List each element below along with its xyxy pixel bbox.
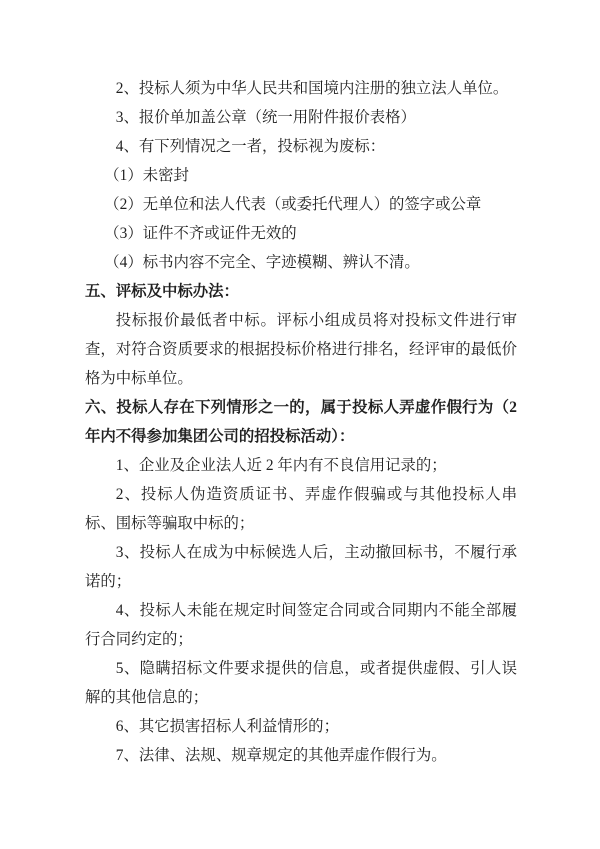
- notice-item-3: 3、报价单加盖公章（统一用附件报价表格）: [115, 109, 416, 126]
- invalid-bid-condition-3: （3）证件不齐或证件无效的: [104, 225, 297, 242]
- section-5-body: 投标报价最低者中标。评标小组成员将对投标文件进行审查，对符合资质要求的根据投标价格进行排名，经评审的最低价格为中标单位。: [85, 312, 517, 387]
- invalid-bid-condition-2: （2）无单位和法人代表（或委托代理人）的签字或公章: [104, 196, 482, 213]
- fraud-item-6: 6、其它损害招标人利益情形的；: [115, 718, 339, 735]
- notice-item-4: 4、有下列情况之一者，投标视为废标：: [115, 138, 386, 155]
- fraud-item-7: 7、法律、法规、规章规定的其他弄虚作假行为。: [115, 747, 447, 764]
- section-6-heading: 六、投标人存在下列情形之一的，属于投标人弄虚作假行为（2年内不得参加集团公司的招投标活动）：: [85, 399, 517, 445]
- fraud-item-3: 3、投标人在成为中标候选人后，主动撤回标书，不履行承诺的；: [85, 544, 517, 590]
- fraud-item-5: 5、隐瞒招标文件要求提供的信息，或者提供虚假、引人误解的其他信息的；: [85, 660, 517, 706]
- section-5-heading: 五、评标及中标办法：: [85, 283, 239, 300]
- fraud-item-2: 2、投标人伪造资质证书、弄虚作假骗或与其他投标人串标、围标等骗取中标的；: [85, 486, 517, 532]
- fraud-item-4: 4、投标人未能在规定时间签定合同或合同期内不能全部履行合同约定的；: [85, 602, 517, 648]
- invalid-bid-condition-1: （1）未密封: [104, 167, 189, 184]
- fraud-item-1: 1、企业及企业法人近 2 年内有不良信用记录的；: [115, 457, 447, 474]
- document-body: [85, 74, 517, 770]
- notice-item-2: 2、投标人须为中华人民共和国境内注册的独立法人单位。: [115, 80, 509, 97]
- invalid-bid-condition-4: （4）标书内容不完全、字迹模糊、辨认不清。: [104, 254, 420, 271]
